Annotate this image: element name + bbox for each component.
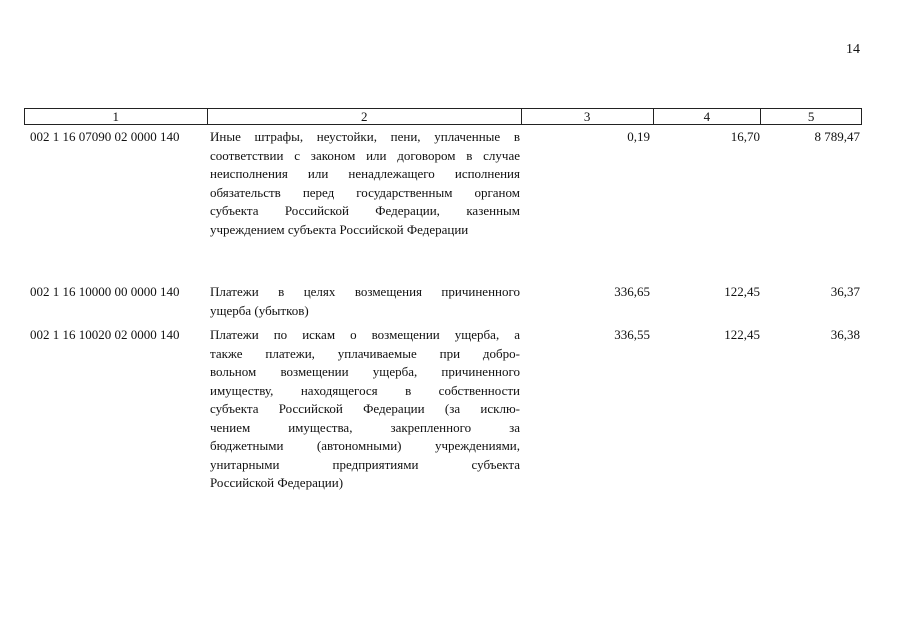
value-col-3: 336,55	[614, 327, 650, 342]
description-line: имуществу, находящегося в собственности	[210, 382, 520, 398]
table-header	[24, 108, 862, 125]
budget-code: 002 1 16 07090 02 0000 140	[30, 129, 180, 144]
description-line: неисполнения или ненадлежащего исполнения	[210, 166, 520, 181]
value-col-5: 36,38	[830, 327, 860, 342]
description-line: Российской Федерации)	[210, 475, 344, 490]
column-header-5: 5	[807, 109, 815, 124]
description-line: соответствии с законом или договором в случае	[210, 147, 520, 163]
description-line: бюджетными (автономными) учреждениями,	[210, 438, 520, 453]
description-line: ущерба (убытков)	[210, 302, 309, 318]
description-line: обязательств перед государственным органом	[210, 184, 520, 200]
value-col-5: 36,37	[830, 284, 860, 299]
description-line: субъекта Российской Федерации, казенным	[210, 203, 520, 218]
value-col-5: 8 789,47	[814, 129, 860, 144]
row-description	[210, 128, 520, 239]
value-col-4: 16,70	[730, 129, 760, 144]
value-col-3: 336,65	[614, 284, 650, 299]
description-line: Иные штрафы, неустойки, пени, уплаченные в	[210, 129, 520, 144]
description-line: Платежи по искам о возмещении ущерба, а	[210, 327, 520, 342]
description-line: унитарными предприятиями субъекта	[210, 456, 520, 472]
value-col-4: 122,45	[724, 284, 760, 299]
column-header-2: 2	[208, 109, 522, 124]
description-line: вольном возмещении ущерба, причиненного	[210, 364, 520, 379]
page-number: 14	[846, 42, 860, 57]
budget-code: 002 1 16 10000 00 0000 140	[30, 284, 180, 299]
description-line: чением имущества, закрепленного за	[210, 419, 520, 435]
row-description	[210, 326, 520, 493]
column-header-3: 3	[522, 109, 654, 124]
description-line: учреждением субъекта Российской Федерации	[210, 221, 469, 237]
value-col-3: 0,19	[627, 129, 650, 144]
value-col-4: 122,45	[724, 327, 760, 342]
budget-code: 002 1 16 10020 02 0000 140	[30, 327, 180, 342]
column-header-1: 1	[25, 109, 208, 124]
row-description	[210, 283, 520, 320]
description-line: также платежи, уплачиваемые при добро-	[210, 345, 520, 361]
description-line: субъекта Российской Федерации (за исклю-	[210, 401, 520, 416]
description-line: Платежи в целях возмещения причиненного	[210, 284, 520, 299]
column-header-4: 4	[654, 109, 762, 124]
